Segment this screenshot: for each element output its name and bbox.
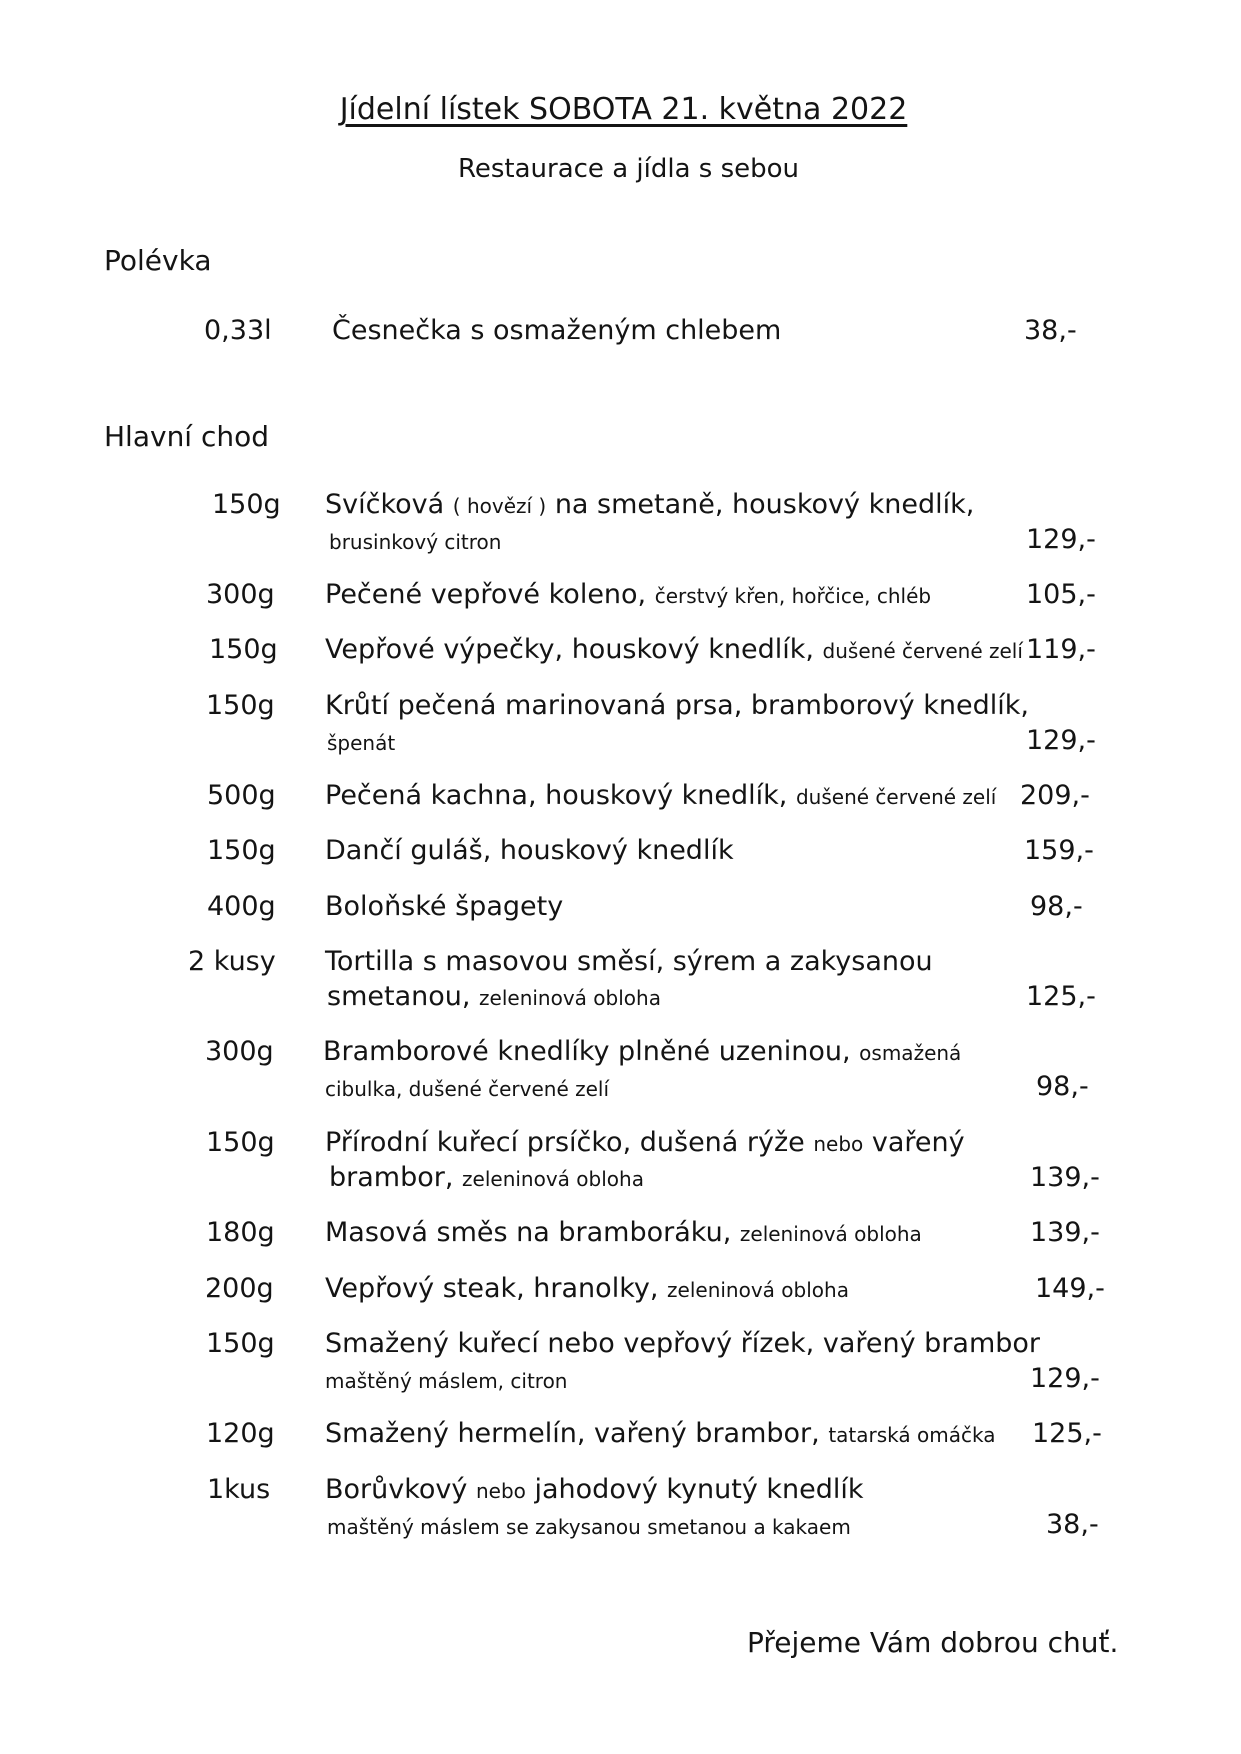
closing-greeting: Přejeme Vám dobrou chuť. [747,1626,1119,1659]
item-name-note: nebo [475,1479,526,1503]
item-price: 98,- [1036,1071,1089,1102]
item-price: 129,- [1026,725,1096,756]
item-name-main: Pečené vepřové koleno, [325,579,647,610]
item-name: Česnečka s osmaženým chlebem [332,315,782,346]
item-name: Tortilla s masovou směsí, sýrem a zakysanou [325,946,933,977]
item-name-cont [327,981,661,1012]
menu-title: Jídelní lístek SOBOTA 21. května 2022 [339,92,908,127]
item-name: Krůtí pečená marinovaná prsa, bramborový knedlík, [325,690,1029,721]
item-quantity: 150g [212,489,281,520]
item-side-dish: osmažená [859,1041,962,1065]
item-name-cont-main: smetanou, [327,981,471,1012]
item-quantity: 150g [209,634,278,665]
item-name-main: Masová směs na bramboráku, [325,1217,732,1248]
item-price: 149,- [1035,1273,1105,1304]
item-name [325,1127,965,1158]
item-name-part: jahodový kynutý knedlík [534,1474,864,1505]
item-side-dish: dušené červené zelí [795,785,997,809]
item-name-part: na smetaně, houskový knedlík, [554,489,975,520]
item-quantity: 500g [207,780,276,811]
item-side-dish: zeleninová obloha [739,1222,922,1246]
item-quantity: 150g [206,1127,275,1158]
item-name: Smažený kuřecí nebo vepřový řízek, vařený brambor [325,1328,1041,1359]
section-heading-main: Hlavní chod [104,420,270,453]
item-side-dish: zeleninová obloha [462,1167,644,1191]
item-description: cibulka, dušené červené zelí [325,1077,610,1101]
item-quantity: 0,33l [204,315,272,346]
item-price: 139,- [1030,1217,1100,1248]
item-price: 105,- [1026,579,1096,610]
item-quantity: 400g [207,891,276,922]
item-name-note: nebo [813,1132,864,1156]
item-name-main: Vepřový steak, hranolky, [325,1273,659,1304]
item-price: 125,- [1032,1418,1102,1449]
item-quantity: 2 kusy [188,946,276,977]
item-name-main: Smažený hermelín, vařený brambor, [325,1418,820,1449]
item-price: 119,- [1026,634,1096,665]
item-name-part: Borůvkový [325,1474,468,1505]
item-name-main: Bramborové knedlíky plněné uzeninou, [323,1036,851,1067]
item-name-cont-main: brambor, [329,1162,454,1193]
item-description: maštěný máslem, citron [325,1369,568,1393]
item-price: 159,- [1024,835,1094,866]
item-name [325,1418,995,1449]
item-name-main: Vepřové výpečky, houskový knedlík, [325,634,814,665]
item-name [325,489,974,520]
item-name-part: Svíčková [325,489,445,520]
item-name-part: Přírodní kuřecí prsíčko, dušená rýže [325,1127,805,1158]
item-name-note: ( hovězí ) [452,494,547,518]
item-side-dish: tatarská omáčka [828,1423,996,1447]
item-name: Boloňské špagety [325,891,564,922]
item-side-dish: zeleninová obloha [479,986,661,1010]
item-name [325,634,1023,665]
item-price: 38,- [1024,315,1077,346]
item-description: špenát [327,731,396,755]
item-quantity: 150g [206,1328,275,1359]
item-price: 209,- [1020,780,1090,811]
item-name-part: vařený [871,1127,965,1158]
item-name [325,1217,922,1248]
menu-subtitle: Restaurace a jídla s sebou [457,154,800,184]
item-name [323,1036,961,1067]
item-price: 129,- [1026,524,1096,555]
item-price: 129,- [1030,1363,1100,1394]
item-name [325,1273,849,1304]
item-name [325,1474,864,1505]
item-price: 139,- [1030,1162,1100,1193]
item-name-cont [329,1162,644,1193]
item-side-dish: zeleninová obloha [667,1278,849,1302]
item-quantity: 300g [206,579,275,610]
item-quantity: 200g [205,1273,274,1304]
item-side-dish: čerstvý křen, hořčice, chléb [654,584,932,608]
item-quantity: 300g [205,1036,274,1067]
item-name [325,780,996,811]
item-side-dish: dušené červené zelí [822,639,1023,663]
item-name-main: Pečená kachna, houskový knedlík, [325,780,788,811]
item-quantity: 150g [207,835,276,866]
item-quantity: 150g [206,690,275,721]
item-quantity: 120g [206,1418,275,1449]
item-description: maštěný máslem se zakysanou smetanou a kakaem [327,1515,851,1539]
section-heading-soup: Polévka [104,244,212,277]
item-description: brusinkový citron [329,530,502,554]
item-price: 98,- [1030,891,1083,922]
item-name: Dančí guláš, houskový knedlík [325,835,734,866]
item-quantity: 1kus [207,1474,271,1505]
item-price: 38,- [1046,1509,1099,1540]
item-price: 125,- [1026,981,1096,1012]
item-name [325,579,931,610]
item-quantity: 180g [206,1217,275,1248]
